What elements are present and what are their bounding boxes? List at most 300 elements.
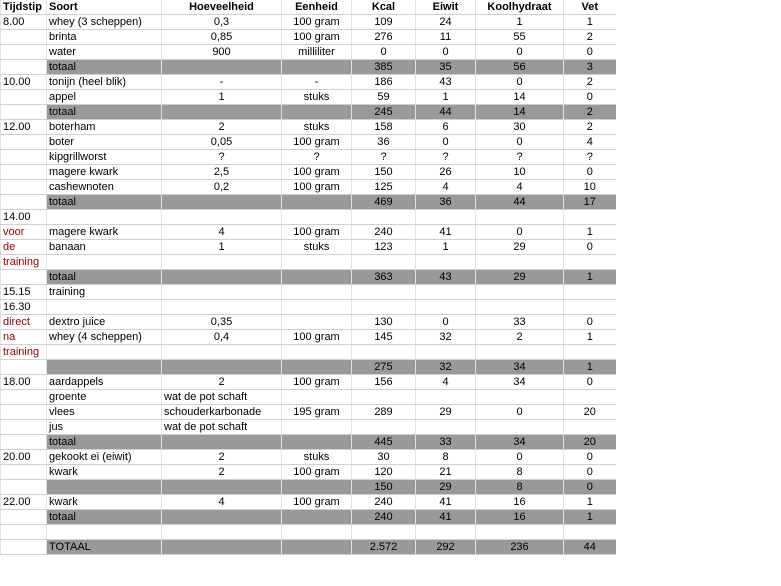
cell-eiwit[interactable]: 33 <box>416 435 476 450</box>
cell-vet[interactable]: ? <box>564 150 616 165</box>
cell-vet[interactable]: 0 <box>564 450 616 465</box>
cell-eiwit[interactable]: 41 <box>416 225 476 240</box>
cell-hoeveelheid[interactable]: wat de pot schaft <box>162 420 282 435</box>
cell-soort[interactable]: totaal <box>47 60 162 75</box>
cell-kcal[interactable] <box>352 420 416 435</box>
cell-hoeveelheid[interactable]: 0,05 <box>162 135 282 150</box>
cell-eiwit[interactable]: 29 <box>416 405 476 420</box>
cell-eenheid[interactable] <box>282 435 352 450</box>
cell-koolhydraat[interactable] <box>476 255 564 270</box>
cell-hoeveelheid[interactable] <box>162 195 282 210</box>
cell-vet[interactable]: 2 <box>564 30 616 45</box>
cell-soort[interactable] <box>47 210 162 225</box>
cell-eenheid[interactable] <box>282 270 352 285</box>
cell-kcal[interactable]: 363 <box>352 270 416 285</box>
cell-eenheid[interactable]: stuks <box>282 450 352 465</box>
cell-hoeveelheid[interactable]: 2 <box>162 120 282 135</box>
cell-koolhydraat[interactable] <box>476 210 564 225</box>
cell-soort[interactable]: magere kwark <box>47 165 162 180</box>
cell-eenheid[interactable]: 100 gram <box>282 15 352 30</box>
cell-hoeveelheid[interactable]: 0,4 <box>162 330 282 345</box>
cell-eenheid[interactable]: 100 gram <box>282 135 352 150</box>
cell-kcal[interactable]: 30 <box>352 450 416 465</box>
cell-tijdstip[interactable]: 10.00 <box>1 75 47 90</box>
cell-tijdstip[interactable]: 20.00 <box>1 450 47 465</box>
cell-kcal[interactable]: 156 <box>352 375 416 390</box>
cell-tijdstip[interactable] <box>1 525 47 540</box>
cell-koolhydraat[interactable]: 16 <box>476 495 564 510</box>
total-row <box>1 270 616 285</box>
cell-eenheid[interactable]: 195 gram <box>282 405 352 420</box>
cell-vet[interactable]: 1 <box>564 360 616 375</box>
cell-eenheid[interactable]: stuks <box>282 240 352 255</box>
cell-eiwit[interactable] <box>416 255 476 270</box>
cell-soort[interactable]: whey (4 scheppen) <box>47 330 162 345</box>
cell-koolhydraat[interactable]: 29 <box>476 270 564 285</box>
cell-soort[interactable]: boterham <box>47 120 162 135</box>
cell-tijdstip[interactable] <box>1 150 47 165</box>
cell-eiwit[interactable]: 4 <box>416 180 476 195</box>
cell-kcal[interactable]: 109 <box>352 15 416 30</box>
cell-hoeveelheid[interactable] <box>162 210 282 225</box>
cell-soort[interactable] <box>47 480 162 495</box>
cell-vet[interactable]: 4 <box>564 135 616 150</box>
cell-eenheid[interactable] <box>282 540 352 555</box>
cell-eiwit[interactable]: 0 <box>416 315 476 330</box>
cell-soort[interactable]: tonijn (heel blik) <box>47 75 162 90</box>
cell-eenheid[interactable]: stuks <box>282 120 352 135</box>
cell-tijdstip[interactable] <box>1 405 47 420</box>
cell-kcal[interactable] <box>352 285 416 300</box>
cell-vet[interactable] <box>564 420 616 435</box>
cell-eenheid[interactable] <box>282 390 352 405</box>
cell-koolhydraat[interactable]: 30 <box>476 120 564 135</box>
header-eiwit[interactable]: Eiwit <box>416 0 476 15</box>
cell-kcal[interactable]: 130 <box>352 315 416 330</box>
cell-tijdstip[interactable]: direct <box>1 315 47 330</box>
cell-koolhydraat[interactable]: 33 <box>476 315 564 330</box>
cell-koolhydraat[interactable]: 1 <box>476 15 564 30</box>
cell-tijdstip[interactable] <box>1 195 47 210</box>
cell-eenheid[interactable]: 100 gram <box>282 465 352 480</box>
cell-soort[interactable] <box>47 255 162 270</box>
cell-eiwit[interactable]: 29 <box>416 480 476 495</box>
cell-tijdstip[interactable] <box>1 180 47 195</box>
cell-kcal[interactable]: 36 <box>352 135 416 150</box>
cell-koolhydraat[interactable]: 0 <box>476 450 564 465</box>
cell-vet[interactable]: 2 <box>564 105 616 120</box>
cell-vet[interactable]: 0 <box>564 315 616 330</box>
cell-eiwit[interactable] <box>416 390 476 405</box>
cell-hoeveelheid[interactable] <box>162 480 282 495</box>
cell-tijdstip[interactable] <box>1 510 47 525</box>
cell-koolhydraat[interactable]: 34 <box>476 435 564 450</box>
cell-hoeveelheid[interactable] <box>162 255 282 270</box>
cell-eiwit[interactable] <box>416 300 476 315</box>
cell-soort[interactable]: totaal <box>47 105 162 120</box>
cell-eiwit[interactable]: 21 <box>416 465 476 480</box>
cell-kcal[interactable] <box>352 255 416 270</box>
cell-koolhydraat[interactable] <box>476 420 564 435</box>
cell-vet[interactable]: 1 <box>564 510 616 525</box>
cell-eenheid[interactable] <box>282 195 352 210</box>
cell-eenheid[interactable] <box>282 360 352 375</box>
table-row <box>1 240 616 255</box>
cell-vet[interactable]: 0 <box>564 465 616 480</box>
cell-hoeveelheid[interactable] <box>162 300 282 315</box>
cell-hoeveelheid[interactable]: schouderkarbonade <box>162 405 282 420</box>
cell-soort[interactable]: dextro juice <box>47 315 162 330</box>
cell-soort[interactable]: appel <box>47 90 162 105</box>
cell-eenheid[interactable]: stuks <box>282 90 352 105</box>
cell-tijdstip[interactable] <box>1 45 47 60</box>
cell-hoeveelheid[interactable] <box>162 435 282 450</box>
cell-soort[interactable]: totaal <box>47 435 162 450</box>
cell-eenheid[interactable] <box>282 315 352 330</box>
cell-vet[interactable] <box>564 345 616 360</box>
cell-soort[interactable]: aardappels <box>47 375 162 390</box>
cell-tijdstip[interactable]: 16.30 <box>1 300 47 315</box>
cell-eiwit[interactable]: 44 <box>416 105 476 120</box>
cell-tijdstip[interactable] <box>1 465 47 480</box>
cell-koolhydraat[interactable]: 10 <box>476 165 564 180</box>
cell-koolhydraat[interactable]: 4 <box>476 180 564 195</box>
cell-kcal[interactable] <box>352 390 416 405</box>
cell-tijdstip[interactable] <box>1 390 47 405</box>
cell-eiwit[interactable]: 0 <box>416 135 476 150</box>
cell-hoeveelheid[interactable] <box>162 540 282 555</box>
cell-hoeveelheid[interactable]: 0,35 <box>162 315 282 330</box>
cell-tijdstip[interactable]: 8.00 <box>1 15 47 30</box>
cell-eiwit[interactable]: 26 <box>416 165 476 180</box>
header-kcal[interactable]: Kcal <box>352 0 416 15</box>
cell-koolhydraat[interactable]: 0 <box>476 135 564 150</box>
cell-vet[interactable] <box>564 525 616 540</box>
cell-vet[interactable]: 0 <box>564 165 616 180</box>
header-eenheid[interactable]: Eenheid <box>282 0 352 15</box>
cell-eiwit[interactable]: 0 <box>416 45 476 60</box>
cell-soort[interactable]: totaal <box>47 510 162 525</box>
cell-tijdstip[interactable]: training <box>1 255 47 270</box>
cell-eenheid[interactable]: milliliter <box>282 45 352 60</box>
cell-tijdstip[interactable]: 15.15 <box>1 285 47 300</box>
cell-kcal[interactable]: 150 <box>352 165 416 180</box>
cell-vet[interactable] <box>564 210 616 225</box>
cell-koolhydraat[interactable]: 56 <box>476 60 564 75</box>
cell-soort[interactable]: brinta <box>47 30 162 45</box>
cell-koolhydraat[interactable]: 34 <box>476 360 564 375</box>
cell-hoeveelheid[interactable]: 2 <box>162 375 282 390</box>
cell-kcal[interactable] <box>352 345 416 360</box>
cell-eenheid[interactable] <box>282 285 352 300</box>
cell-kcal[interactable]: 0 <box>352 45 416 60</box>
cell-kcal[interactable]: 125 <box>352 180 416 195</box>
cell-koolhydraat[interactable]: 0 <box>476 405 564 420</box>
cell-koolhydraat[interactable]: 34 <box>476 375 564 390</box>
cell-vet[interactable] <box>564 390 616 405</box>
cell-kcal[interactable]: 123 <box>352 240 416 255</box>
cell-soort[interactable]: cashewnoten <box>47 180 162 195</box>
cell-hoeveelheid[interactable] <box>162 525 282 540</box>
cell-vet[interactable] <box>564 300 616 315</box>
cell-kcal[interactable]: 276 <box>352 30 416 45</box>
cell-kcal[interactable]: 445 <box>352 435 416 450</box>
cell-kcal[interactable]: 120 <box>352 465 416 480</box>
cell-eiwit[interactable]: 6 <box>416 120 476 135</box>
cell-hoeveelheid[interactable]: 900 <box>162 45 282 60</box>
cell-eenheid[interactable]: 100 gram <box>282 30 352 45</box>
cell-tijdstip[interactable]: 18.00 <box>1 375 47 390</box>
cell-hoeveelheid[interactable]: ? <box>162 150 282 165</box>
cell-tijdstip[interactable] <box>1 360 47 375</box>
cell-hoeveelheid[interactable] <box>162 360 282 375</box>
cell-eenheid[interactable]: ? <box>282 150 352 165</box>
cell-soort[interactable]: water <box>47 45 162 60</box>
cell-eiwit[interactable]: 35 <box>416 60 476 75</box>
cell-koolhydraat[interactable]: 8 <box>476 465 564 480</box>
cell-soort[interactable]: banaan <box>47 240 162 255</box>
cell-kcal[interactable]: 240 <box>352 495 416 510</box>
header-vet[interactable]: Vet <box>564 0 616 15</box>
cell-soort[interactable]: kwark <box>47 495 162 510</box>
cell-hoeveelheid[interactable]: 0,2 <box>162 180 282 195</box>
cell-eiwit[interactable]: 1 <box>416 240 476 255</box>
cell-eenheid[interactable] <box>282 345 352 360</box>
cell-eenheid[interactable]: 100 gram <box>282 165 352 180</box>
cell-tijdstip[interactable] <box>1 435 47 450</box>
cell-eiwit[interactable]: 8 <box>416 450 476 465</box>
cell-hoeveelheid[interactable]: 4 <box>162 495 282 510</box>
cell-hoeveelheid[interactable] <box>162 510 282 525</box>
cell-vet[interactable]: 2 <box>564 120 616 135</box>
cell-tijdstip[interactable] <box>1 135 47 150</box>
cell-kcal[interactable]: 158 <box>352 120 416 135</box>
cell-kcal[interactable]: 59 <box>352 90 416 105</box>
cell-tijdstip[interactable] <box>1 480 47 495</box>
cell-vet[interactable]: 2 <box>564 75 616 90</box>
cell-eiwit[interactable]: 4 <box>416 375 476 390</box>
cell-kcal[interactable]: 150 <box>352 480 416 495</box>
cell-tijdstip[interactable] <box>1 105 47 120</box>
cell-kcal[interactable] <box>352 210 416 225</box>
cell-vet[interactable]: 20 <box>564 405 616 420</box>
cell-koolhydraat[interactable]: 14 <box>476 105 564 120</box>
cell-kcal[interactable]: 186 <box>352 75 416 90</box>
cell-tijdstip[interactable] <box>1 540 47 555</box>
cell-eenheid[interactable]: 100 gram <box>282 330 352 345</box>
cell-vet[interactable] <box>564 285 616 300</box>
cell-eenheid[interactable]: 100 gram <box>282 375 352 390</box>
cell-kcal[interactable] <box>352 300 416 315</box>
header-koolhydraat[interactable]: Koolhydraat <box>476 0 564 15</box>
cell-soort[interactable]: whey (3 scheppen) <box>47 15 162 30</box>
cell-hoeveelheid[interactable] <box>162 345 282 360</box>
cell-eenheid[interactable] <box>282 510 352 525</box>
cell-eiwit[interactable]: 41 <box>416 510 476 525</box>
cell-hoeveelheid[interactable] <box>162 60 282 75</box>
header-tijdstip[interactable]: Tijdstip <box>1 0 47 15</box>
cell-eiwit[interactable] <box>416 285 476 300</box>
cell-soort[interactable]: groente <box>47 390 162 405</box>
cell-hoeveelheid[interactable] <box>162 270 282 285</box>
cell-kcal[interactable]: 145 <box>352 330 416 345</box>
cell-tijdstip[interactable]: training <box>1 345 47 360</box>
cell-kcal[interactable]: 240 <box>352 510 416 525</box>
cell-eenheid[interactable]: 100 gram <box>282 180 352 195</box>
cell-vet[interactable]: 0 <box>564 240 616 255</box>
cell-soort[interactable]: training <box>47 285 162 300</box>
cell-tijdstip[interactable]: 14.00 <box>1 210 47 225</box>
cell-kcal[interactable]: 240 <box>352 225 416 240</box>
cell-eiwit[interactable]: 11 <box>416 30 476 45</box>
cell-eenheid[interactable]: 100 gram <box>282 495 352 510</box>
cell-hoeveelheid[interactable] <box>162 285 282 300</box>
cell-eenheid[interactable] <box>282 300 352 315</box>
cell-eiwit[interactable]: 24 <box>416 15 476 30</box>
cell-koolhydraat[interactable] <box>476 525 564 540</box>
cell-vet[interactable]: 17 <box>564 195 616 210</box>
cell-koolhydraat[interactable]: ? <box>476 150 564 165</box>
cell-koolhydraat[interactable] <box>476 285 564 300</box>
cell-hoeveelheid[interactable]: 0,3 <box>162 15 282 30</box>
cell-vet[interactable]: 1 <box>564 495 616 510</box>
cell-eiwit[interactable]: ? <box>416 150 476 165</box>
cell-soort[interactable]: totaal <box>47 195 162 210</box>
cell-eiwit[interactable]: 41 <box>416 495 476 510</box>
cell-vet[interactable]: 10 <box>564 180 616 195</box>
cell-hoeveelheid[interactable] <box>162 105 282 120</box>
cell-tijdstip[interactable] <box>1 165 47 180</box>
cell-kcal[interactable]: 2.572 <box>352 540 416 555</box>
cell-kcal[interactable]: 289 <box>352 405 416 420</box>
cell-soort[interactable]: vlees <box>47 405 162 420</box>
cell-eiwit[interactable]: 32 <box>416 330 476 345</box>
cell-eiwit[interactable] <box>416 525 476 540</box>
cell-hoeveelheid[interactable]: 2,5 <box>162 165 282 180</box>
total-row <box>1 435 616 450</box>
cell-vet[interactable] <box>564 255 616 270</box>
cell-hoeveelheid[interactable]: 1 <box>162 90 282 105</box>
cell-koolhydraat[interactable]: 0 <box>476 225 564 240</box>
cell-hoeveelheid[interactable]: 2 <box>162 450 282 465</box>
cell-koolhydraat[interactable] <box>476 300 564 315</box>
cell-kcal[interactable]: 275 <box>352 360 416 375</box>
cell-eenheid[interactable] <box>282 105 352 120</box>
cell-soort[interactable] <box>47 525 162 540</box>
cell-kcal[interactable]: 385 <box>352 60 416 75</box>
cell-soort[interactable] <box>47 345 162 360</box>
cell-tijdstip[interactable] <box>1 30 47 45</box>
cell-koolhydraat[interactable]: 16 <box>476 510 564 525</box>
cell-hoeveelheid[interactable]: 2 <box>162 465 282 480</box>
cell-koolhydraat[interactable]: 8 <box>476 480 564 495</box>
cell-kcal[interactable]: ? <box>352 150 416 165</box>
cell-koolhydraat[interactable]: 44 <box>476 195 564 210</box>
cell-eiwit[interactable]: 32 <box>416 360 476 375</box>
cell-soort[interactable]: gekookt ei (eiwit) <box>47 450 162 465</box>
cell-tijdstip[interactable]: 22.00 <box>1 495 47 510</box>
cell-eenheid[interactable] <box>282 420 352 435</box>
cell-eiwit[interactable] <box>416 345 476 360</box>
cell-koolhydraat[interactable] <box>476 390 564 405</box>
cell-soort[interactable]: kipgrillworst <box>47 150 162 165</box>
cell-eiwit[interactable]: 1 <box>416 90 476 105</box>
cell-eiwit[interactable] <box>416 210 476 225</box>
cell-eenheid[interactable]: - <box>282 75 352 90</box>
cell-vet[interactable]: 20 <box>564 435 616 450</box>
cell-vet[interactable]: 0 <box>564 90 616 105</box>
cell-koolhydraat[interactable]: 236 <box>476 540 564 555</box>
cell-soort[interactable]: boter <box>47 135 162 150</box>
cell-soort[interactable]: TOTAAL <box>47 540 162 555</box>
cell-koolhydraat[interactable]: 0 <box>476 45 564 60</box>
cell-koolhydraat[interactable]: 2 <box>476 330 564 345</box>
cell-soort[interactable] <box>47 300 162 315</box>
cell-soort[interactable] <box>47 360 162 375</box>
cell-tijdstip[interactable] <box>1 420 47 435</box>
cell-soort[interactable]: kwark <box>47 465 162 480</box>
cell-eiwit[interactable] <box>416 420 476 435</box>
cell-tijdstip[interactable]: na <box>1 330 47 345</box>
cell-hoeveelheid[interactable]: 1 <box>162 240 282 255</box>
cell-vet[interactable]: 3 <box>564 60 616 75</box>
cell-eenheid[interactable] <box>282 60 352 75</box>
cell-tijdstip[interactable] <box>1 90 47 105</box>
cell-kcal[interactable] <box>352 525 416 540</box>
cell-tijdstip[interactable]: 12.00 <box>1 120 47 135</box>
cell-koolhydraat[interactable]: 55 <box>476 30 564 45</box>
cell-koolhydraat[interactable]: 29 <box>476 240 564 255</box>
cell-hoeveelheid[interactable]: wat de pot schaft <box>162 390 282 405</box>
cell-eenheid[interactable]: 100 gram <box>282 225 352 240</box>
cell-vet[interactable]: 0 <box>564 480 616 495</box>
cell-eenheid[interactable] <box>282 210 352 225</box>
cell-tijdstip[interactable] <box>1 270 47 285</box>
cell-tijdstip[interactable] <box>1 60 47 75</box>
cell-vet[interactable]: 0 <box>564 45 616 60</box>
cell-vet[interactable]: 0 <box>564 375 616 390</box>
cell-koolhydraat[interactable]: 14 <box>476 90 564 105</box>
cell-soort[interactable]: totaal <box>47 270 162 285</box>
cell-soort[interactable]: magere kwark <box>47 225 162 240</box>
cell-vet[interactable]: 1 <box>564 270 616 285</box>
cell-eiwit[interactable]: 43 <box>416 270 476 285</box>
cell-tijdstip[interactable]: de <box>1 240 47 255</box>
cell-vet[interactable]: 44 <box>564 540 616 555</box>
cell-eenheid[interactable] <box>282 480 352 495</box>
cell-koolhydraat[interactable]: 0 <box>476 75 564 90</box>
cell-hoeveelheid[interactable]: 4 <box>162 225 282 240</box>
cell-vet[interactable]: 1 <box>564 15 616 30</box>
cell-vet[interactable]: 1 <box>564 330 616 345</box>
header-soort[interactable]: Soort <box>47 0 162 15</box>
cell-hoeveelheid[interactable]: 0,85 <box>162 30 282 45</box>
cell-soort[interactable]: jus <box>47 420 162 435</box>
cell-kcal[interactable]: 469 <box>352 195 416 210</box>
cell-tijdstip[interactable]: voor <box>1 225 47 240</box>
cell-eenheid[interactable] <box>282 525 352 540</box>
cell-eiwit[interactable]: 43 <box>416 75 476 90</box>
cell-vet[interactable]: 1 <box>564 225 616 240</box>
cell-koolhydraat[interactable] <box>476 345 564 360</box>
cell-kcal[interactable]: 245 <box>352 105 416 120</box>
cell-eiwit[interactable]: 292 <box>416 540 476 555</box>
cell-hoeveelheid[interactable]: - <box>162 75 282 90</box>
table-row <box>1 315 616 330</box>
cell-eenheid[interactable] <box>282 255 352 270</box>
cell-eiwit[interactable]: 36 <box>416 195 476 210</box>
header-hoeveelheid[interactable]: Hoeveelheid <box>162 0 282 15</box>
